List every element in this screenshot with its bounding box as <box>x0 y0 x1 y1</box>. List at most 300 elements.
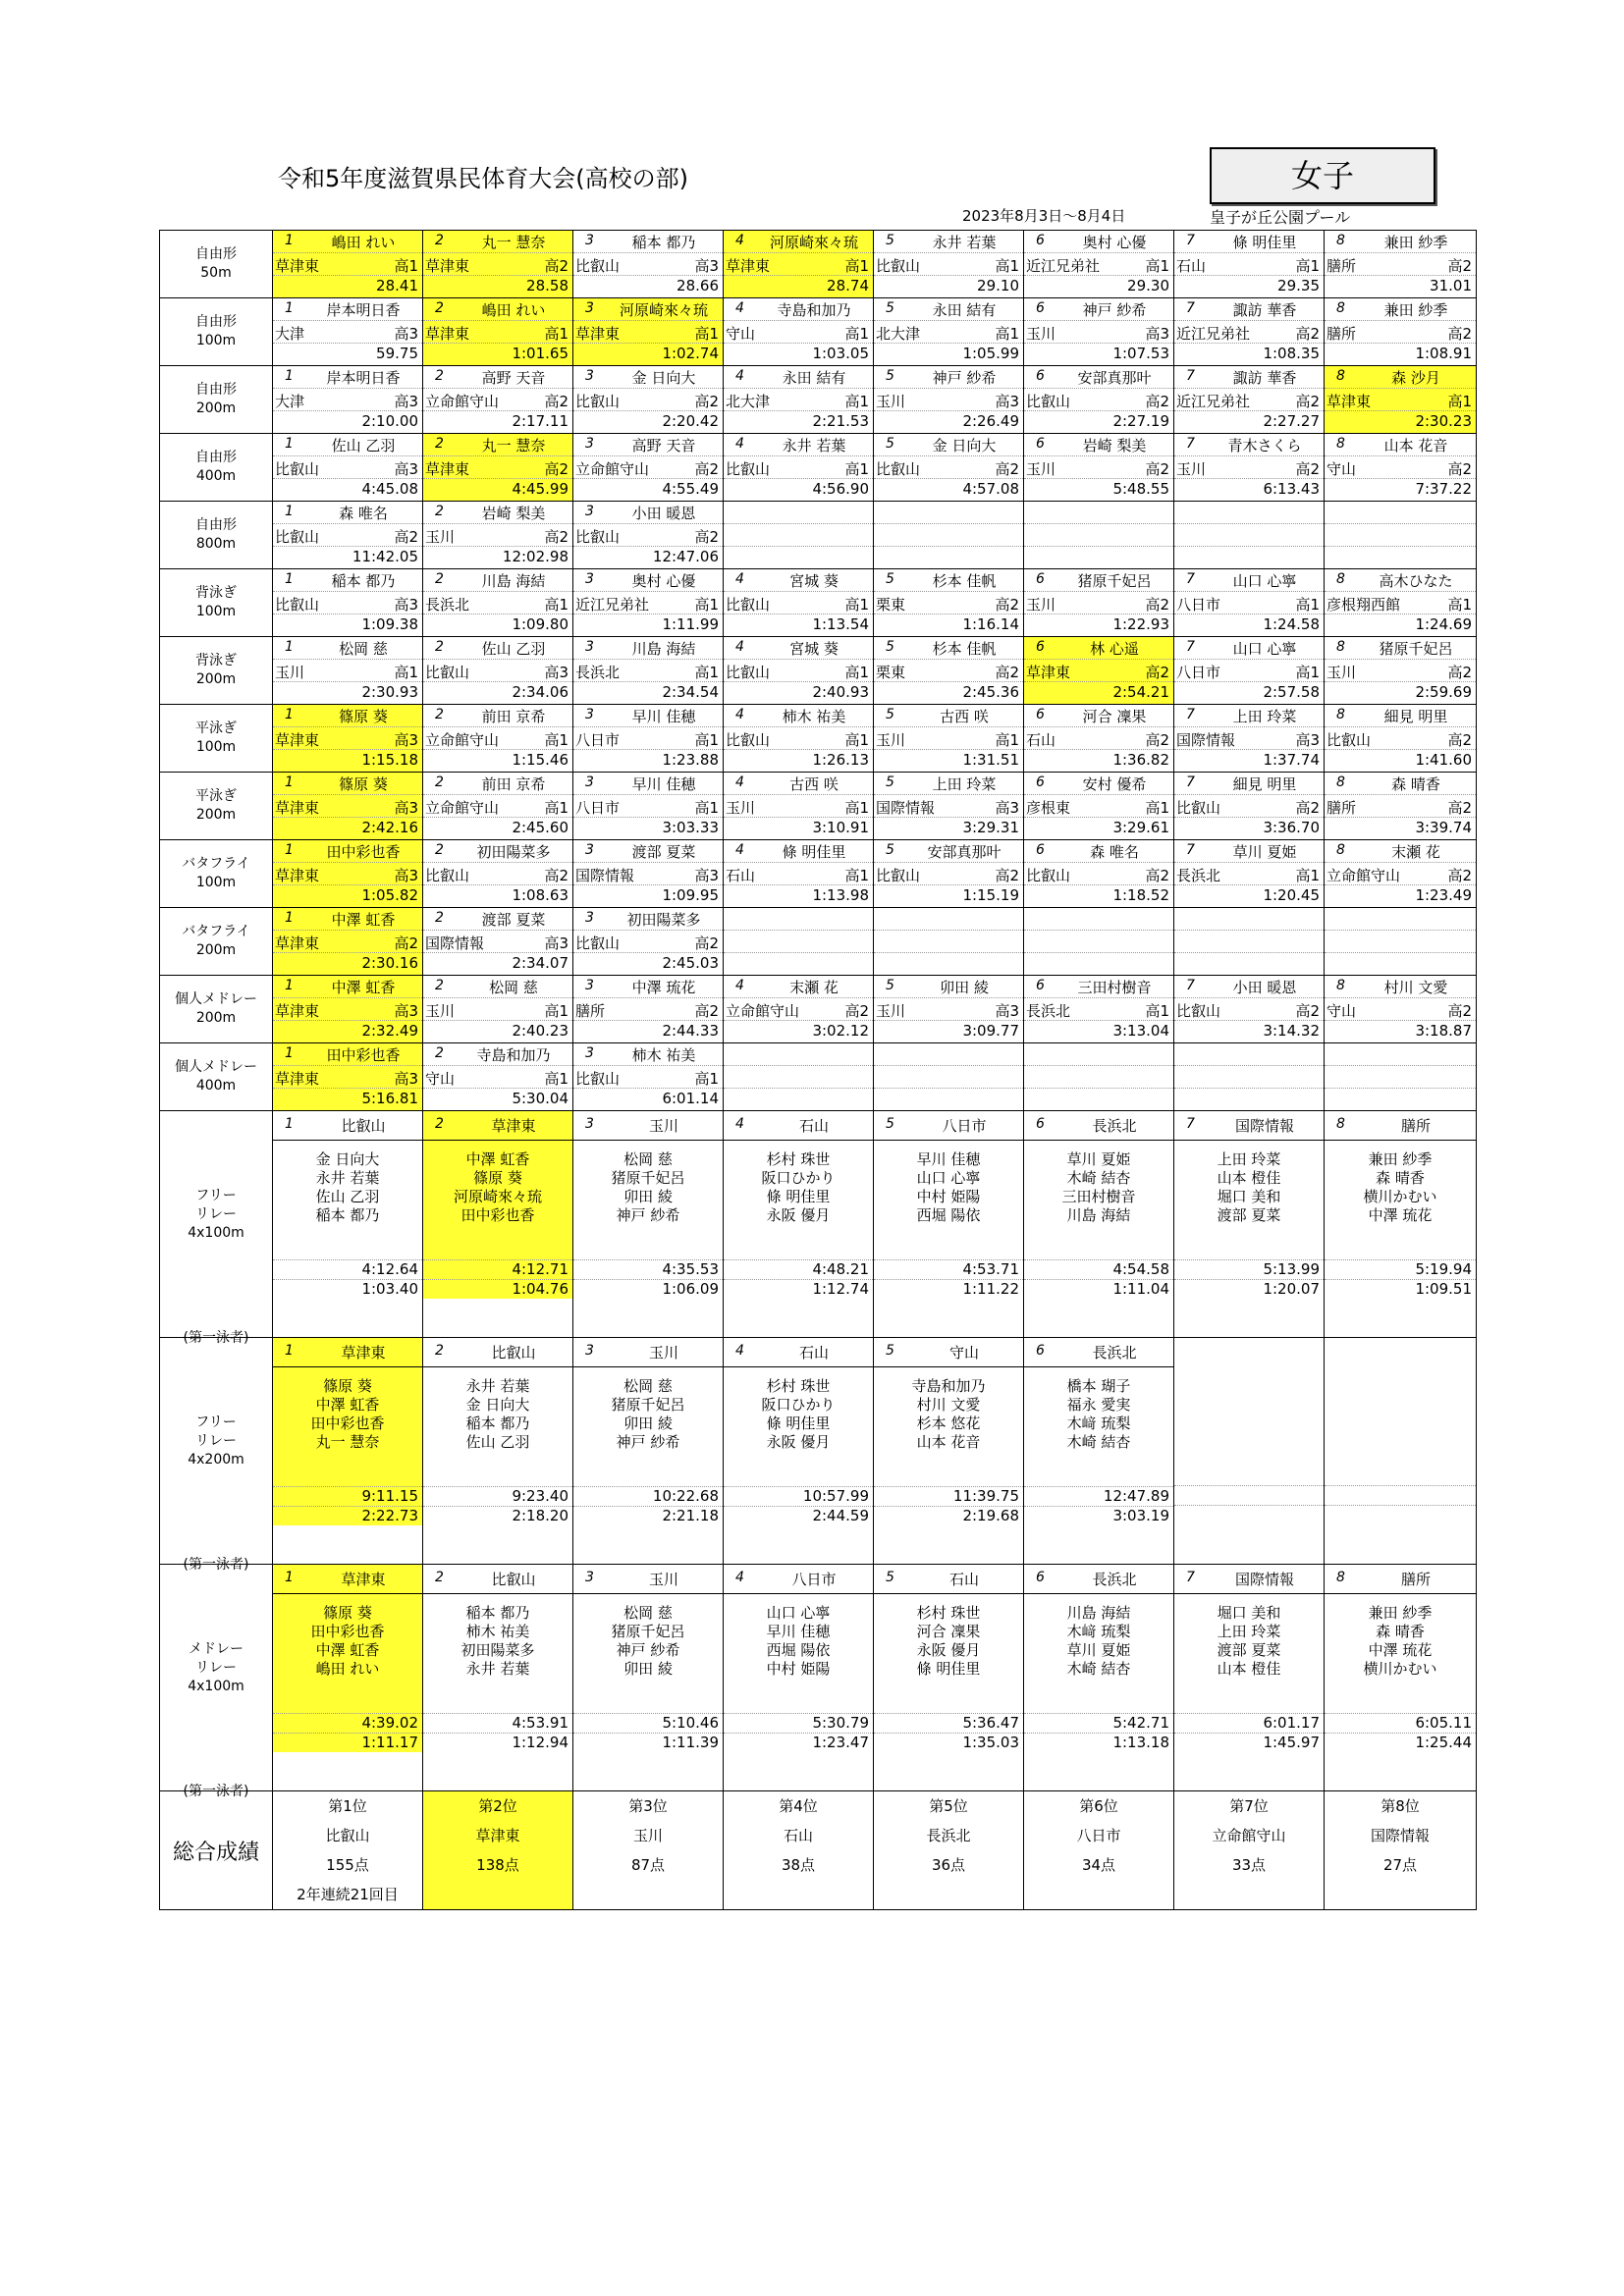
event-label-line: 50m <box>200 265 232 281</box>
relay-member: 森 晴香 <box>1376 1623 1425 1640</box>
entry-school-row <box>573 389 723 411</box>
grade: 高1 <box>844 257 869 275</box>
spacer <box>273 1594 422 1604</box>
place-team: 比叡山 <box>325 1827 370 1844</box>
entry <box>1174 231 1324 297</box>
grade: 高2 <box>544 393 568 410</box>
result-cell <box>874 637 1024 705</box>
entry <box>874 298 1023 365</box>
result-cell <box>874 840 1024 908</box>
place-number: 4 <box>735 774 744 790</box>
relay-member: 永阪 優月 <box>766 1206 831 1224</box>
entry-time-row <box>1325 547 1476 567</box>
relay-members <box>1174 1366 1324 1486</box>
relay-cell <box>1024 1338 1174 1565</box>
relay-member: 杉村 珠世 <box>916 1604 981 1622</box>
swim-time: 2:10.00 <box>361 412 418 430</box>
team-name: 草津東 <box>341 1344 386 1362</box>
relay-cell <box>423 1565 573 1791</box>
entry-name-row <box>573 705 723 727</box>
place-number: 1 <box>285 707 294 722</box>
entry-school-row <box>1174 863 1324 885</box>
spacer <box>874 1367 1023 1377</box>
result-cell <box>423 773 573 840</box>
grade: 高2 <box>1295 460 1320 478</box>
entry-name-row <box>1174 366 1324 389</box>
school-name: 比叡山 <box>575 528 621 546</box>
swim-time: 29.10 <box>977 277 1019 294</box>
swim-time: 1:09.80 <box>512 615 568 633</box>
entry-school-row <box>1325 524 1476 547</box>
team-name: 長浜北 <box>1092 1571 1137 1588</box>
entry <box>724 637 873 704</box>
relay-member: 杉村 珠世 <box>766 1150 831 1168</box>
relay-row <box>160 1565 1477 1791</box>
event-label-line: 自由形 <box>195 246 237 262</box>
entry-school-row <box>1325 931 1476 953</box>
entry <box>724 298 873 365</box>
swim-time: 2:54.21 <box>1112 683 1169 701</box>
relay-row <box>160 1338 1477 1565</box>
place-number: 3 <box>585 707 594 722</box>
place-number: 5 <box>886 233 894 248</box>
relay-member: 柿木 祐美 <box>465 1623 530 1640</box>
relay-member: 卯田 綾 <box>623 1188 673 1205</box>
grade: 高1 <box>995 325 1019 343</box>
school-name: 草津東 <box>575 325 621 343</box>
team-name: 玉川 <box>648 1344 678 1362</box>
entry <box>1174 298 1324 365</box>
place-number: 1 <box>285 571 294 587</box>
entry-school-row <box>423 863 572 885</box>
entry-time-row <box>273 479 422 500</box>
relay-cell <box>1174 1565 1325 1791</box>
entry-time-row <box>1325 818 1476 838</box>
grade: 高1 <box>1295 867 1320 884</box>
entry-name-row <box>273 1043 422 1066</box>
relay-member: 堀口 美和 <box>1217 1604 1281 1622</box>
relay-member: 西堀 陽依 <box>916 1206 981 1224</box>
entry <box>1024 434 1173 501</box>
team-name: 比叡山 <box>341 1117 386 1135</box>
relay-total-time: 4:53.91 <box>423 1714 572 1734</box>
entry <box>273 773 422 839</box>
place-points: 138点 <box>476 1856 519 1874</box>
school-name: 近江兄弟社 <box>1176 325 1251 343</box>
swim-time: 28.74 <box>827 277 869 294</box>
grade: 高2 <box>694 393 719 410</box>
school-name: 北大津 <box>726 393 771 410</box>
school-name: 彦根東 <box>1026 799 1071 817</box>
place-number: 1 <box>285 504 294 519</box>
place-number: 6 <box>1036 300 1045 316</box>
relay-total-time: 12:47.89 <box>1024 1487 1173 1507</box>
place-number: 8 <box>1336 571 1345 587</box>
place-number: 1 <box>285 436 294 452</box>
entry-school-row <box>273 795 422 818</box>
swimmer-name: 山本 花音 <box>1383 437 1448 454</box>
grade: 高1 <box>1447 393 1472 410</box>
swim-time: 2:30.23 <box>1415 412 1472 430</box>
entry <box>724 773 873 839</box>
relay-member: 篠原 葵 <box>473 1169 522 1187</box>
swim-time: 2:21.53 <box>812 412 869 430</box>
swimmer-name: 岩崎 梨美 <box>1082 437 1147 454</box>
swim-time: 2:26.49 <box>962 412 1019 430</box>
relay-member: 福永 愛実 <box>1066 1396 1131 1414</box>
relay-cell <box>1325 1338 1477 1565</box>
gender-label: 女子 <box>1210 147 1435 204</box>
entry-school-row <box>573 727 723 750</box>
entry <box>1024 569 1173 636</box>
swimmer-name: 前田 京希 <box>481 775 546 793</box>
team-name: 膳所 <box>1400 1117 1431 1135</box>
place-team: 立命館守山 <box>1212 1827 1286 1844</box>
relay-first-split: 1:45.97 <box>1263 1734 1320 1751</box>
event-row <box>160 231 1477 298</box>
relay-cell <box>874 1565 1024 1791</box>
entry <box>724 434 873 501</box>
entry-time-row <box>273 818 422 838</box>
entry <box>1174 637 1324 704</box>
entry <box>273 298 422 365</box>
relay-team-header <box>1325 1338 1476 1366</box>
overall-cell <box>423 1791 573 1910</box>
school-name: 玉川 <box>726 799 756 817</box>
place-number: 8 <box>1336 1570 1345 1585</box>
entry-school-row <box>724 389 873 411</box>
swim-time: 29.35 <box>1277 277 1320 294</box>
swim-time: 1:08.63 <box>512 886 568 904</box>
entry-time-row <box>874 344 1023 364</box>
swim-time: 2:45.60 <box>512 819 568 836</box>
swim-time: 2:45.36 <box>962 683 1019 701</box>
swimmer-name: 古西 咲 <box>789 775 839 793</box>
relay-label-line: リレー <box>195 1433 237 1449</box>
school-name: 国際情報 <box>425 934 485 952</box>
entry-school-row <box>724 524 873 547</box>
place-note <box>1024 1880 1173 1909</box>
entry-name-row <box>874 840 1023 863</box>
school-name: 草津東 <box>425 257 470 275</box>
place-number: 2 <box>435 1570 444 1585</box>
entry <box>573 231 723 297</box>
swimmer-name: 諏訪 華香 <box>1232 369 1297 387</box>
entry-time-row <box>1325 479 1476 500</box>
event-label-line: 自由形 <box>195 450 237 465</box>
entry-time-row <box>273 344 422 364</box>
entry-name-row <box>1325 434 1476 456</box>
swim-time: 4:45.08 <box>361 480 418 498</box>
entry <box>573 773 723 839</box>
relay-cell <box>423 1111 573 1338</box>
entry-name-row <box>874 908 1023 931</box>
entry-name-row <box>1024 976 1173 998</box>
relay-total-time: 9:23.40 <box>423 1487 572 1507</box>
entry-time-row <box>573 1021 723 1041</box>
entry-time-row <box>1174 614 1324 635</box>
entry <box>423 976 572 1042</box>
entry-time-row <box>874 818 1023 838</box>
entry-name-row <box>423 1043 572 1066</box>
swimmer-name: 三田村樹音 <box>1077 979 1152 996</box>
entry-school-row <box>423 931 572 953</box>
entry-name-row <box>1024 434 1173 456</box>
school-name: 比叡山 <box>1326 731 1372 749</box>
place-number: 6 <box>1036 1570 1045 1585</box>
entry-name-row <box>874 773 1023 795</box>
entry <box>573 637 723 704</box>
swimmer-name: 嶋田 れい <box>331 234 396 251</box>
relay-members <box>1325 1366 1476 1486</box>
grade: 高1 <box>694 731 719 749</box>
event-label <box>160 502 273 569</box>
swimmer-name: 安村 優希 <box>1082 775 1147 793</box>
entry <box>1024 502 1173 568</box>
relay-team <box>1024 1111 1173 1299</box>
entry-school-row <box>1174 931 1324 953</box>
result-cell <box>1174 366 1325 434</box>
event-label-line: 自由形 <box>195 517 237 533</box>
result-cell <box>273 434 423 502</box>
grade: 高2 <box>544 460 568 478</box>
swim-time: 1:05.99 <box>962 345 1019 362</box>
grade: 高2 <box>995 867 1019 884</box>
result-cell <box>874 366 1024 434</box>
place-team: 八日市 <box>1076 1827 1121 1844</box>
relay-member: 永阪 優月 <box>766 1433 831 1451</box>
relay-row <box>160 1111 1477 1338</box>
entry-time-row <box>273 750 422 771</box>
relay-member: 稲本 都乃 <box>315 1206 380 1224</box>
school-name: 大津 <box>275 325 305 343</box>
overall-cell <box>874 1791 1024 1910</box>
school-name: 玉川 <box>1176 460 1207 478</box>
swimmer-name: 渡部 夏菜 <box>631 843 696 861</box>
relay-members <box>724 1367 873 1487</box>
swimmer-name: 川島 海結 <box>631 640 696 658</box>
entry <box>1325 637 1476 704</box>
relay-cell <box>724 1565 874 1791</box>
grade: 高2 <box>1145 731 1169 749</box>
place-number: 1 <box>285 1045 294 1061</box>
result-cell <box>423 840 573 908</box>
grade: 高2 <box>1295 799 1320 817</box>
swimmer-name: 柿木 祐美 <box>782 708 846 725</box>
entry-name-row <box>273 434 422 456</box>
relay-team <box>724 1338 873 1525</box>
place-number: 2 <box>435 436 444 452</box>
relay-team-header <box>724 1338 873 1367</box>
swim-time: 1:31.51 <box>962 751 1019 769</box>
entry-name-row <box>423 298 572 321</box>
grade: 高2 <box>694 528 719 546</box>
entry-school-row <box>423 660 572 682</box>
entry-time-row <box>1024 276 1173 296</box>
school-name: 八日市 <box>1176 664 1221 681</box>
relay-team-header <box>423 1338 572 1367</box>
entry-time-row <box>1174 750 1324 771</box>
relay-member: 稲本 都乃 <box>465 1604 530 1622</box>
entry <box>724 976 873 1042</box>
swim-time: 2:20.42 <box>662 412 719 430</box>
entry <box>573 569 723 636</box>
entry-time-row <box>874 479 1023 500</box>
place-team: 草津東 <box>475 1827 520 1844</box>
swimmer-name: 早川 佳穂 <box>631 775 696 793</box>
entry-name-row <box>724 502 873 524</box>
place-number: 3 <box>585 436 594 452</box>
swimmer-name: 田中彩也香 <box>326 1046 401 1064</box>
entry-school-row <box>874 321 1023 344</box>
grade: 高2 <box>1447 257 1472 275</box>
event-label-line: バタフライ <box>182 856 250 872</box>
relay-cell <box>423 1338 573 1565</box>
relay-member: 中澤 虹香 <box>465 1150 530 1168</box>
relay-members <box>1024 1141 1173 1260</box>
entry-school-row <box>1325 253 1476 276</box>
place-number: 7 <box>1186 300 1195 316</box>
relay-team <box>724 1111 873 1299</box>
relay-label <box>160 1565 273 1799</box>
relay-team-header <box>874 1565 1023 1594</box>
entry-school-row <box>1174 1066 1324 1089</box>
entry-name-row <box>423 434 572 456</box>
entry-name-row <box>724 366 873 389</box>
school-name: 立命館守山 <box>425 731 500 749</box>
spacer <box>1174 1141 1324 1150</box>
school-name: 栗東 <box>876 596 906 614</box>
relay-members <box>273 1367 422 1487</box>
entry <box>724 908 873 975</box>
relay-team <box>573 1565 723 1752</box>
relay-member: 松岡 慈 <box>623 1377 673 1395</box>
entry-name-row <box>423 231 572 253</box>
result-cell <box>573 231 724 298</box>
grade: 高1 <box>844 731 869 749</box>
place-number: 1 <box>285 978 294 993</box>
swimmer-name: 川島 海結 <box>481 572 546 590</box>
place-number: 7 <box>1186 368 1195 384</box>
entry <box>724 705 873 772</box>
entry <box>1325 366 1476 433</box>
relay-member: 木﨑 琉梨 <box>1066 1415 1131 1432</box>
entry <box>1024 976 1173 1042</box>
relay-total-time: 4:12.71 <box>423 1260 572 1280</box>
place-number: 3 <box>585 571 594 587</box>
result-cell <box>573 434 724 502</box>
entry-time-row <box>1325 750 1476 771</box>
result-cell <box>273 773 423 840</box>
entry-school-row <box>1174 592 1324 614</box>
result-cell <box>874 231 1024 298</box>
entry-school-row <box>874 456 1023 479</box>
entry-name-row <box>1024 840 1173 863</box>
place-number: 1 <box>285 300 294 316</box>
relay-team-header <box>1325 1111 1476 1141</box>
place-number: 8 <box>1336 233 1345 248</box>
entry-school-row <box>1174 524 1324 547</box>
grade: 高1 <box>995 731 1019 749</box>
result-cell <box>724 569 874 637</box>
entry-school-row <box>874 524 1023 547</box>
event-row <box>160 840 1477 908</box>
grade: 高1 <box>694 596 719 614</box>
place-number: 3 <box>585 368 594 384</box>
overall-cell <box>1174 1791 1325 1910</box>
grade: 高3 <box>394 1070 418 1088</box>
entry-time-row <box>874 411 1023 432</box>
grade: 高2 <box>1447 325 1472 343</box>
event-row <box>160 1043 1477 1111</box>
grade: 高2 <box>394 528 418 546</box>
relay-total-time: 5:42.71 <box>1024 1714 1173 1734</box>
relay-member: 山口 心寧 <box>916 1169 981 1187</box>
grade: 高3 <box>394 325 418 343</box>
entry-name-row <box>1024 366 1173 389</box>
relay-member: 松岡 慈 <box>623 1150 673 1168</box>
event-label-line: 200m <box>195 807 237 823</box>
event-label <box>160 434 273 502</box>
swimmer-name: 小田 暖恩 <box>631 505 696 522</box>
entry-school-row <box>724 998 873 1021</box>
place-number: 1 <box>285 1570 294 1585</box>
relay-total-time: 5:13.99 <box>1174 1260 1324 1280</box>
grade: 高3 <box>544 934 568 952</box>
result-cell <box>423 502 573 569</box>
overall-row <box>160 1791 1477 1910</box>
swimmer-name: 松岡 慈 <box>339 640 388 658</box>
entry-time-row <box>1024 547 1173 567</box>
entry-school-row <box>1174 998 1324 1021</box>
result-cell <box>273 976 423 1043</box>
relay-total-time <box>1174 1486 1324 1506</box>
entry-name-row <box>724 569 873 592</box>
entry-name-row <box>874 366 1023 389</box>
result-cell <box>423 976 573 1043</box>
swim-time: 1:16.14 <box>962 615 1019 633</box>
swim-time: 2:34.07 <box>512 954 568 972</box>
relay-cell <box>1325 1111 1477 1338</box>
entry-school-row <box>1174 389 1324 411</box>
entry-name-row <box>724 434 873 456</box>
entry-school-row <box>423 727 572 750</box>
relay-label <box>160 1338 273 1573</box>
entry-school-row <box>423 1066 572 1089</box>
swimmer-name: 丸一 慧奈 <box>481 437 546 454</box>
result-cell <box>423 908 573 976</box>
result-cell <box>573 705 724 773</box>
event-label-line: 200m <box>195 942 237 958</box>
spacer <box>1325 1141 1476 1150</box>
entry-time-row <box>724 479 873 500</box>
entry-school-row <box>874 253 1023 276</box>
result-cell <box>1325 908 1477 976</box>
place-number: 5 <box>886 571 894 587</box>
place-number: 2 <box>435 1116 444 1132</box>
entry-school-row <box>423 998 572 1021</box>
relay-member: 橋本 瑚子 <box>1066 1377 1131 1395</box>
swimmer-name: 稲本 都乃 <box>631 234 696 251</box>
place-number: 5 <box>886 842 894 858</box>
team-name: 八日市 <box>791 1571 837 1588</box>
entry-school-row <box>273 998 422 1021</box>
relay-member: 横川かむい <box>1363 1660 1437 1678</box>
relay-member: 寺島和加乃 <box>911 1377 986 1395</box>
entry-school-row <box>874 863 1023 885</box>
swim-time: 2:42.16 <box>361 819 418 836</box>
place-points: 155点 <box>326 1856 369 1874</box>
